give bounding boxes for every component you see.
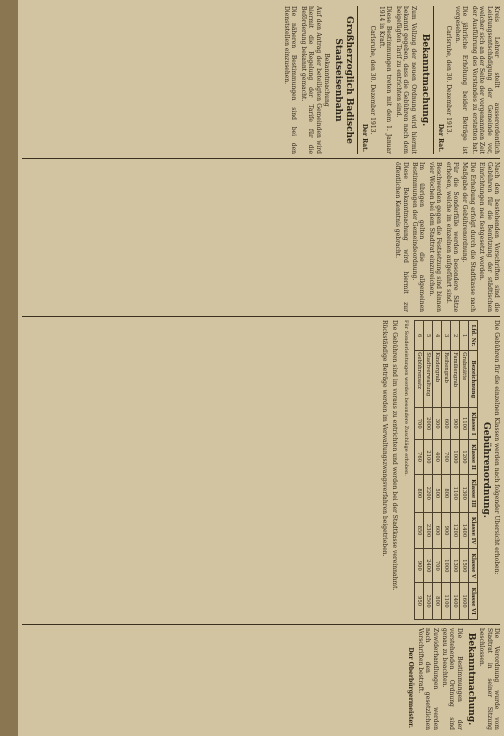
fee-table [414,320,478,620]
table-cell: 2 [450,321,459,351]
column-2 [22,162,500,312]
text-block: Zuwiderhandlungen werden nach den gesetzlichen Vorschriften bestraft. [416,628,439,730]
table-cell: 2100 [423,440,432,475]
dateline: Carlsruhe, den 30. Dezember 1913. [444,25,452,135]
table-row [432,321,441,620]
table-cell: 800 [441,474,450,512]
column-3 [22,320,500,620]
table-header: Bezeichnung [468,351,477,408]
text-block: Nach den bestehenden Vorschriften sind die Gebühren für die Benützung der städtischen Einrichtungen neu festgesetzt worden. [478,162,500,312]
table-cell: 2000 [423,408,432,440]
text-block: Die Erhebung erfolgt durch die Stadtkasse nach Maßgabe der Gebührenordnung. [461,162,476,312]
column-4 [22,628,500,730]
dateline: Carlsruhe, den 30. Dezember 1913. [368,25,376,135]
text-block: Die näheren Bestimmungen sind bei den Dienststellen einzusehen. [282,6,298,154]
table-cell: 2300 [423,512,432,549]
table-cell: 2400 [423,549,432,583]
divider [357,6,358,154]
table-cell: 1100 [450,474,459,512]
table-cell: 1400 [459,512,468,549]
table-cell: 600 [432,512,441,549]
signature: Der Rat. [436,123,444,152]
text-block: Diese Bestimmungen treten mit dem 1. Januar 1914 in Kraft. [377,6,393,154]
table-cell: 700 [432,549,441,583]
article-subheading: Bekanntmachung [322,53,330,107]
text-block: Beschwerden gegen die Festsetzung sind binnen vier Wochen bei dem Stadtrat einzureichen. [427,162,443,312]
table-header: Klasse III [468,474,477,512]
table-cell: Grabstätte [459,351,468,408]
table-cell: 1200 [450,512,459,549]
signature: Der Oberbürgermeister. [407,647,415,728]
column-1 [22,6,500,154]
table-cell: 2200 [423,474,432,512]
table-cell: 2500 [423,583,432,620]
text-block: Die Verordnung wurde vom Stadtrat in seiner Sitzung beschlossen. [478,628,500,730]
table-cell: 600 [441,408,450,440]
table-cell: 500 [432,474,441,512]
table-cell: 1000 [441,549,450,583]
column-rule [22,158,500,159]
scan-border [0,0,18,736]
table-cell: Stadtverwaltung [423,351,432,408]
table-cell: 3 [441,321,450,351]
divider [433,6,434,154]
text-block: Die Gebühren sind im voraus zu entrichten und werden bei der Stadtkasse vereinnahmt. [390,320,398,591]
article-heading: Gebührenordnung. [480,422,491,518]
text-block: Für die Sonderfälle werden besondere Sätze erhoben, welche im einzelnen aufgeführt sind. [444,162,459,312]
table-cell: 900 [414,549,423,583]
text-block: Kreis Lehrer stellt ausserordentlich Leistungsentschädigung der Gemeinde vor, welcher sich an der Seite der vorgenannten Zeit der Ausführung des Vorstandes zu erstatten hat. [470,6,500,154]
article-heading: Bekanntmachung. [419,33,430,127]
table-header: Klasse I [468,408,477,440]
rotated-newspaper-sheet [18,0,504,736]
table-cell: 800 [414,474,423,512]
table-cell: 1100 [441,583,450,620]
text-block: Die Bestimmungen der vorstehenden Ordnung sind genau zu beachten. [440,628,463,730]
table-cell: 1400 [450,583,459,620]
table-header: Klasse II [468,440,477,475]
table-cell: 300 [432,408,441,440]
table-cell: 900 [441,512,450,549]
table-cell: 5 [423,321,432,351]
table-cell: 1000 [450,440,459,475]
table-row [441,321,450,620]
table-header: Lfd. Nr. [468,321,477,351]
article-heading: Großherzoglich Badische Staatseisenbahn [332,16,354,144]
table-cell: Familiengrab [450,351,459,408]
text-block: Rückständige Beträge werden im Verwaltungszwangsverfahren beigetrieben. [381,320,389,557]
text-block: Die jährliche Erhöhung beider Beträge ist vorgesehen. [453,6,469,154]
table-cell: 850 [414,512,423,549]
table-header: Klasse VI [468,583,477,620]
table-cell: 700 [414,408,423,440]
table-row [423,321,432,620]
text-block: Auf den Antrag der beteiligten Gemeinden wird hiermit die Regelung der Tarife für die Beförderung bekannt gemacht. [299,6,322,154]
table-cell: 950 [414,583,423,620]
text-block: Diese Bekanntmachung wird hiermit zur öffentlichen Kenntnis gebracht. [394,162,409,312]
signature: Der Rat. [360,123,368,152]
table-cell: Gebührensatz [414,351,423,408]
table-cell: 400 [432,440,441,475]
table-cell: 6 [414,321,423,351]
article-heading: Bekanntmachung. [465,632,476,726]
table-cell: 800 [432,583,441,620]
table-cell: 700 [441,440,450,475]
table-row [459,321,468,620]
text-block: Im übrigen gelten die allgemeinen Bestimmungen der Gemeindeordnung. [410,162,426,312]
table-cell: 1600 [459,583,468,620]
table-header: Klasse IV [468,512,477,549]
table-header: Klasse V [468,549,477,583]
table-cell: 900 [450,408,459,440]
table-cell: Kindergrab [432,351,441,408]
column-rule [22,316,500,317]
text-block: Die Gebühren für die einzelnen Klassen werden nach folgender Übersicht erhoben: [493,320,500,575]
table-cell: 1500 [459,549,468,583]
table-cell: 1300 [450,549,459,583]
table-cell: 1200 [459,440,468,475]
table-cell: 1 [459,321,468,351]
table-cell: 1100 [459,408,468,440]
table-cell: Reihengrab [441,351,450,408]
table-cell: 1300 [459,474,468,512]
table-cell: 4 [432,321,441,351]
column-rule [22,624,500,625]
table-row [450,321,459,620]
table-row [414,321,423,620]
table-cell: 760 [414,440,423,475]
text-block: Zum Vollzug der neuen Ordnung wird hiermit bekannt gegeben, dass die Gebühren nach dem beigefügten Tarif zu entrichten sind. [394,6,417,154]
table-footnote: Für Sonderleistungen werden besondere Zuschläge erhoben. [402,320,409,476]
